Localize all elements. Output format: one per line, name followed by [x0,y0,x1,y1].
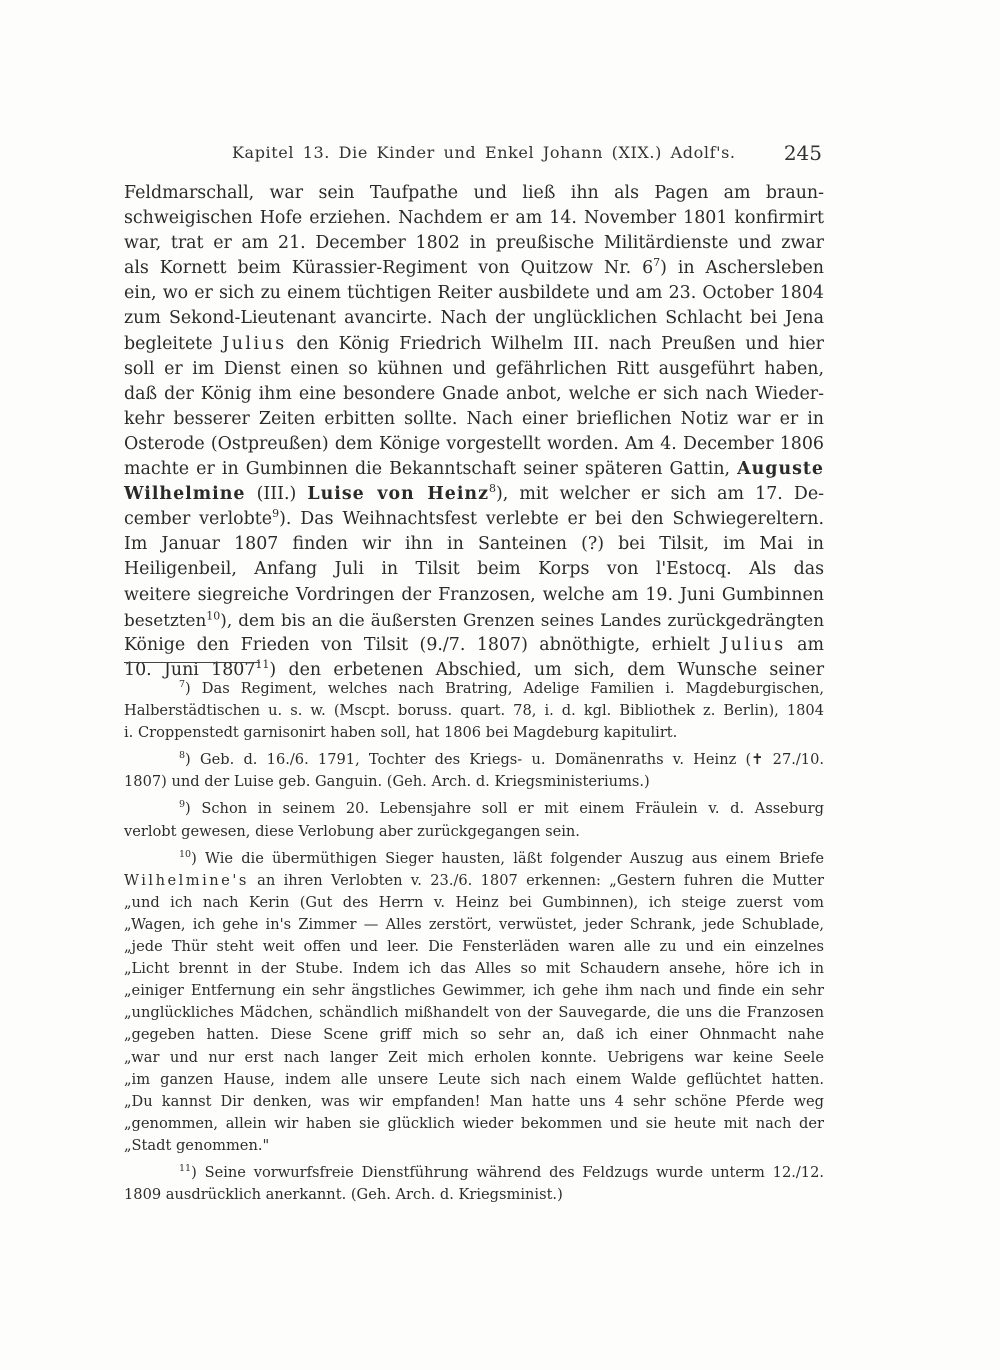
footnote-line: verlobt gewesen, diese Verlobung aber zurückgegangen sein. [124,822,580,840]
text-line: Feldmarschall, war sein Taufpathe und ließ ihn als Pagen am braun- [124,183,824,203]
text-line: Könige den Frieden von Tilsit (9./7. 1807) abnöthigte, erhielt Julius am [124,634,824,655]
text-line: 10. Juni 1807$^{11}$) den erbetenen Abschied, um sich, dem Wunsche seiner [124,657,825,680]
footnote-line: Wilhelmine's an ihren Verlobten v. 23./6. 1807 erkennen: „Gestern fuhren die Mutter [124,871,824,889]
footnote-line: Halberstädtischen u. s. w. (Mscpt. boruss. quart. 78, i. d. kgl. Bibliothek z. Berlin), 1804 [124,702,824,720]
footnote-line: „gegeben hatten. Diese Scene griff mich so sehr an, daß ich einer Ohnmacht nahe [124,1026,824,1044]
footnote-7: $^7$) Das Regiment, welches nach Bratring, Adelige Familien i. Magdeburgischen, [179,679,824,697]
text-line: Wilhelmine (III.) Luise von Heinz$^8$), mit welcher er sich am 17. De- [124,482,824,505]
bold-name: Auguste [737,459,824,480]
text-line: als Kornett beim Kürassier-Regiment von Quitzow Nr. $6^7$) in Aschersleben [124,256,824,279]
text-line: kehr besserer Zeiten erbitten sollte. Nach einer brieflichen Notiz war er in [124,408,824,429]
text-line: machte er in Gumbinnen die Bekanntschaft seiner späteren Gattin, Auguste [124,459,824,480]
footnote-line: „war und nur erst nach langer Zeit mich erholen konnte. Uebrigens war keine Seele [124,1048,824,1066]
footnote-line: „im ganzen Hause, indem alle unsere Leute sich nach einem Walde geflüchtet hatten. [124,1070,824,1088]
text-line: begleitete Julius den König Friedrich Wilhelm III. nach Preußen und hier [124,333,824,354]
text-line: schweigischen Hofe erziehen. Nachdem er am 14. November 1801 konfirmirt [124,208,824,229]
text-line: daß der König ihm eine besondere Gnade anbot, welche er sich nach Wieder- [124,383,824,404]
text-line: Heiligenbeil, Anfang Juli in Tilsit beim Korps von l'Estocq. Als das [124,559,824,580]
page-header [232,141,822,167]
footnotes [124,678,824,1206]
text-line: cember verlobte$^9$). Das Weihnachtsfest verlebte er bei den Schwiegereltern. [124,507,825,530]
footnote-line: „genommen, allein wir haben sie glücklich wieder bekommen und sie heute mit nach der [124,1114,824,1132]
footnote-line: „Wagen, ich gehe in's Zimmer — Alles zerstört, verwüstet, jeder Schrank, jede Schublade, [124,915,824,933]
bold-name: Luise von Heinz [307,484,489,505]
footnote-line: „und ich nach Kerin (Gut des Herrn v. Heinz bei Gumbinnen), ich steige zuerst vom [124,893,824,911]
footnote-8: $^8$) Geb. d. 16./6. 1791, Tochter des Kriegs- u. Domänenraths v. Heinz (✝ 27./10. [179,750,824,769]
text-line: weitere siegreiche Vordringen der Franzosen, welche am 19. Juni Gumbinnen [124,584,824,605]
emphasized-name: Julius [721,634,786,655]
footnote-line: 1807) und der Luise geb. Ganguin. (Geh. Arch. d. Kriegsministeriums.) [124,773,650,791]
footnote-ref: 10 [206,609,221,622]
text-line: Im Januar 1807 finden wir ihn in Santeinen (?) bei Tilsit, im Mai in [124,534,824,555]
footnote-10: $^{10}$) Wie die übermüthigen Sieger hausten, läßt folgender Auszug aus einem Briefe [179,848,824,867]
footnote-line: i. Croppenstedt garnisonirt haben soll, hat 1806 bei Magdeburg kapitulirt. [124,724,678,742]
footnote-line: „Licht brennt in der Stube. Indem ich das Alles so mit Schaudern ansehe, höre ich in [124,960,824,978]
footnote-line: „unglückliches Mädchen, schändlich mißhandelt von der Sauvegarde, die uns die Franzosen [124,1004,824,1022]
footnote-11: $^{11}$) Seine vorwurfsfreie Dienstführung während des Feldzugs wurde unterm 12./12. [179,1163,824,1181]
bold-name: Wilhelmine [124,484,246,505]
emphasized-name: Wilhelmine's [124,871,249,889]
footnote-line: „einiger Entfernung ein sehr ängstliches Gewimmer, ich gehe ihm nach und finde ein sehr [124,982,824,1000]
footnote-ref: 9 [272,507,280,521]
text-line: war, trat er am 21. December 1802 in preußische Militärdienste und zwar [124,233,824,254]
footnote-ref: 7 [653,256,661,270]
footnote-line: „Stadt genommen." [124,1136,270,1154]
footnote-9: $^9$) Schon in seinem 20. Lebensjahre soll er mit einem Fräulein v. d. Asseburg [179,799,824,818]
running-title: Kapitel 13. Die Kinder und Enkel Johann (XIX.) Adolf's. [232,143,736,162]
footnote-ref: 8 [488,482,496,496]
footnote-ref: 11 [255,657,270,671]
footnote-line: „Du kannst Dir denken, was wir empfanden! Man hatte uns 4 sehr schöne Pferde weg [124,1092,824,1110]
footnote-line: 1809 ausdrücklich anerkannt. (Geh. Arch. d. Kriegsminist.) [124,1186,563,1204]
page-number: 245 [783,141,822,165]
text-line: Osterode (Ostpreußen) dem Könige vorgestellt worden. Am 4. December 1806 [124,433,824,454]
text-line: zum Sekond-Lieutenant avancirte. Nach der unglücklichen Schlacht bei Jena [124,308,824,329]
emphasized-name: Julius [222,333,287,354]
text-line: besetzten$^{10}$), dem bis an die äußersten Grenzen seines Landes zurückgedrängten [124,609,824,630]
main-text [124,181,824,683]
text-line: ein, wo er sich zu einem tüchtigen Reiter ausbildete und am 23. October 1804 [124,283,824,304]
footnote-divider [124,662,260,663]
text-line: soll er im Dienst einen so kühnen und gefährlichen Ritt ausgeführt haben, [124,358,824,379]
footnote-line: „jede Thür steht weit offen und leer. Die Fensterläden waren alle zu und ein einzelnes [124,938,824,956]
